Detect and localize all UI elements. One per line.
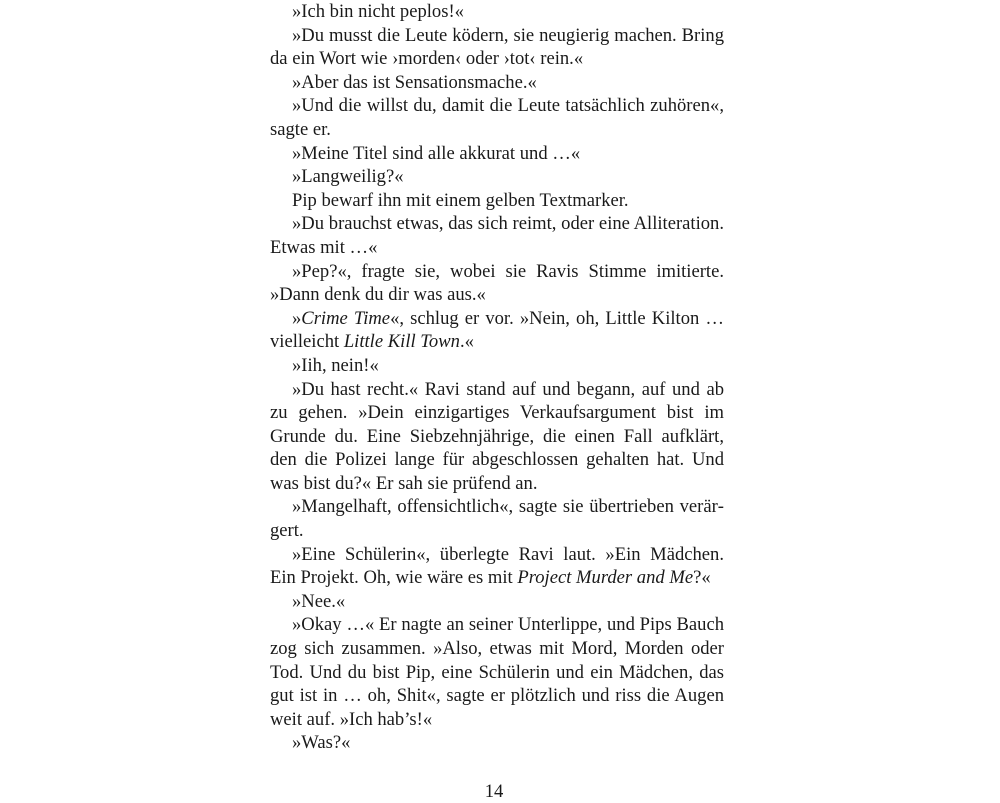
text-run: » xyxy=(292,307,302,329)
text-run: ?« xyxy=(693,567,711,589)
text-run: »Eine Schülerin«, überlegte Ravi laut. »Ein Mädchen. Ein Projekt. Oh, wie wäre es mit xyxy=(270,543,724,589)
paragraph: »Du hast recht.« Ravi stand auf und begann, auf und ab zu gehen. »Dein einzigartiges Verkaufsargument bist im Grunde du. Eine Siebzehnjährige, die einen Fall aufklärt, den die Polizei lange für abgeschlossen gehalten hat. Und was bist du?« Er sah sie prüfend an. xyxy=(270,378,724,494)
paragraph: »Aber das ist Sensationsmache.« xyxy=(292,71,537,93)
paragraph: »Was?« xyxy=(292,732,351,754)
paragraph: »Pep?«, fragte sie, wobei sie Ravis Stimme imitierte. »Dann denk du dir was aus.« xyxy=(270,260,724,306)
paragraph: »Mangelhaft, offensichtlich«, sagte sie übertrieben verärgert. xyxy=(270,496,724,542)
paragraph: Pip bewarf ihn mit einem gelben Textmarker. xyxy=(292,189,629,211)
text-run: «, schlug er vor. »Nein, oh, Little Kilton … vielleicht xyxy=(270,307,725,353)
paragraph: »Iih, nein!« xyxy=(292,354,379,376)
paragraph: »Ich bin nicht peplos!« xyxy=(292,1,464,22)
paragraph: »Okay …« Er nagte an seiner Unterlippe, und Pips Bauch zog sich zusammen. »Also, etwas mit Mord, Morden oder Tod. Und du bist Pip, eine Schülerin und ein Mädchen, das gut ist in … oh, Shit«, sagte er plötzlich und riss die Augen weit auf. »Ich hab’s!« xyxy=(270,614,724,730)
paragraph-mixed-italic xyxy=(270,543,724,590)
paragraph: »Meine Titel sind alle akkurat und …« xyxy=(292,142,581,164)
page-number: 14 xyxy=(484,781,504,802)
book-page-body xyxy=(270,0,724,755)
paragraph: »Du brauchst etwas, das sich reimt, oder eine Alliteration. Etwas mit …« xyxy=(270,213,724,258)
paragraph: »Und die willst du, damit die Leute tatsächlich zuhören«, sagte er. xyxy=(270,95,724,140)
italic-title: Crime Time xyxy=(301,307,391,329)
italic-title: Little Kill Town xyxy=(343,331,460,353)
italic-title: Project Murder and Me xyxy=(517,567,694,589)
paragraph: »Nee.« xyxy=(292,590,346,612)
paragraph: »Du musst die Leute ködern, sie neugierig machen. Bring da ein Wort wie ›morden‹ oder ›tot‹ rein.« xyxy=(270,24,724,70)
text-run: .« xyxy=(459,331,474,353)
paragraph-mixed-italic xyxy=(270,307,724,354)
paragraph: »Langweilig?« xyxy=(292,166,404,188)
